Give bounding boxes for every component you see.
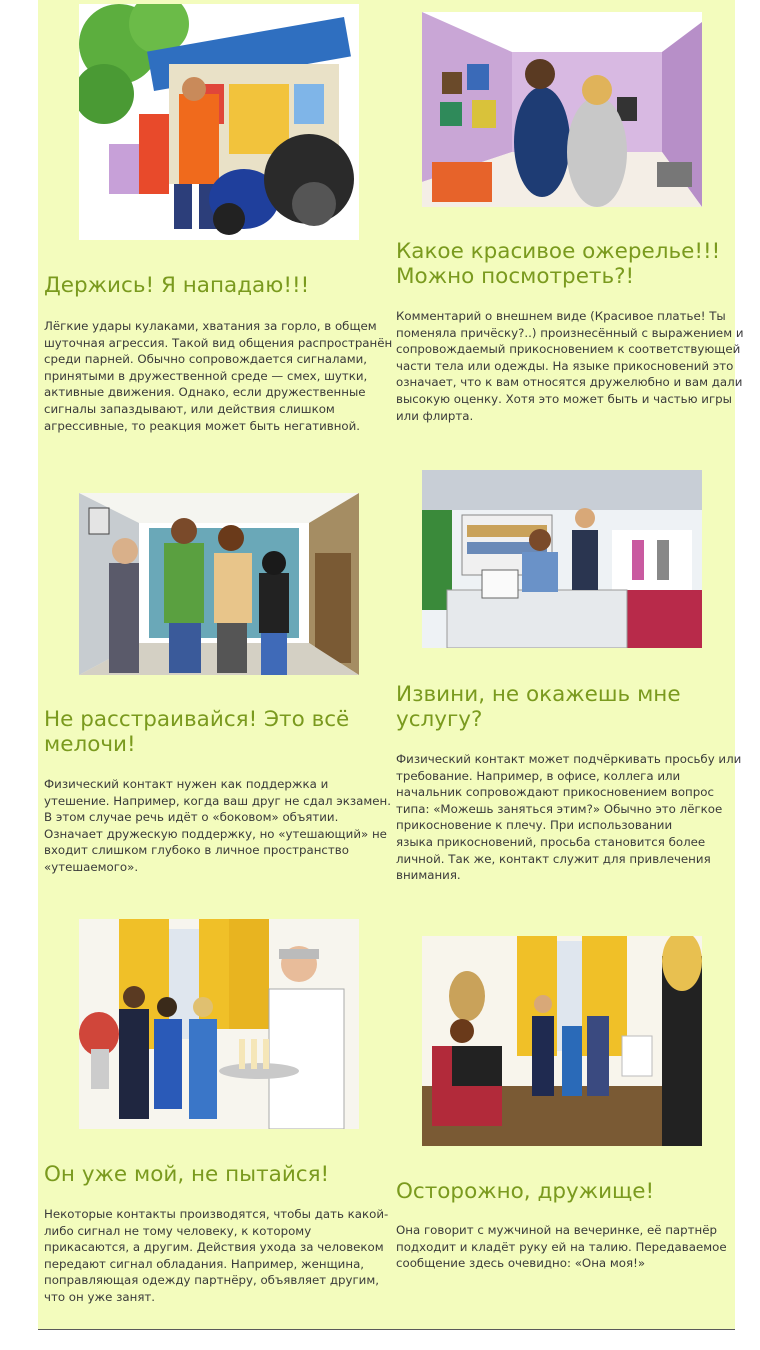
office-desk-illustration — [422, 470, 702, 648]
card-text: Некоторые контакты производятся, чтобы дать какой-либо сигнал не тому человеку, к которому прикасаются, а другим. Действия ухода за человеком передают сигнал обладания. Например, женщина, поправляющая одежду партнёру, объявляет другим, что он уже занят. — [44, 1207, 389, 1304]
school-corridor-illustration — [79, 493, 359, 675]
card-text: Физический контакт может подчёркивать просьбу или требование. Например, в офисе, коллега или начальник сопровождают прикосновением вопрос типа: «Можешь заняться этим?» Обычно это лёгкое прикосновение к плечу. При использовании языка прикосновений, просьба становится более личной. Так же, контакт служит для привлечения внимания. — [396, 752, 742, 883]
card-text: Физический контакт нужен как поддержка и утешение. Например, когда ваш друг не сдал экзамен. В этом случае речь идёт о «боковом» объятии. Означает дружескую поддержку, но «утешающий» не входит слишком глубоко в личное пространство «утешаемого». — [44, 777, 391, 874]
card-title: Осторожно, дружище! — [396, 1179, 655, 1204]
card-title: Извини, не окажешь мне услугу? — [396, 682, 681, 732]
party-waiter-illustration — [79, 919, 359, 1129]
card-text: Лёгкие удары кулаками, хватания за горло, в общем шуточная агрессия. Такой вид общения распространён среди парней. Обычно сопровождается сигналами, принятыми в дружественной среде — смех, шутки, активные движения. Однако, если дружественные сигналы запаздывают, или действия слишком агрессивные, то реакция может быть негативной. — [44, 319, 393, 433]
card-title: Он уже мой, не пытайся! — [44, 1162, 330, 1187]
evening-party-illustration — [422, 936, 702, 1146]
card-text: Она говорит с мужчиной на вечеринке, её партнёр подходит и кладёт руку ей на талию. Передаваемое сообщение здесь очевидно: «Она моя!» — [396, 1223, 727, 1271]
two-girls-room-illustration — [422, 12, 702, 207]
card-title: Не расстраивайся! Это всё мелочи! — [44, 707, 350, 757]
bottom-divider — [38, 1329, 735, 1330]
motorcycles-friends-illustration — [79, 4, 359, 240]
card-title: Какое красивое ожерелье!!! Можно посмотреть?! — [396, 239, 721, 289]
card-title: Держись! Я нападаю!!! — [44, 273, 310, 298]
card-text: Комментарий о внешнем виде (Красивое платье! Ты поменяла причёску?..) произнесённый с выражением и сопровождаемый прикосновением к соответствующей части тела или одежды. На языке прикосновений это означает, что к вам относятся дружелюбно и вам дали высокую оценку. Хотя это может быть и частью игры или флирта. — [396, 309, 744, 423]
